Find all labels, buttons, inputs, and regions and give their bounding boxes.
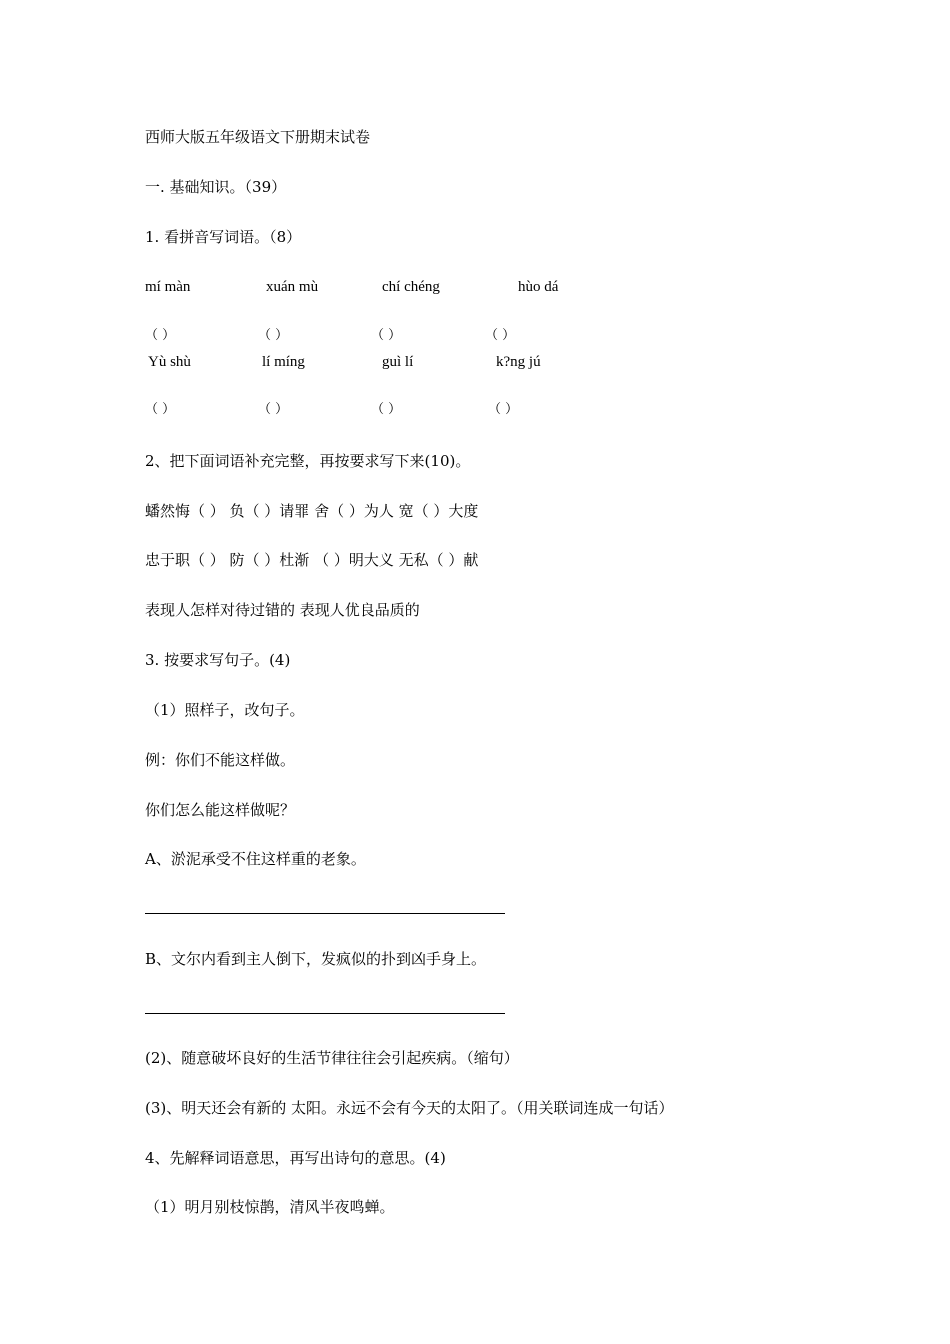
answer-blank[interactable]: （ ） (371, 328, 402, 343)
answer-line[interactable] (145, 1013, 505, 1014)
question-1-heading: 1. 看拼音写词语。（8） (145, 228, 302, 246)
answer-blank[interactable]: （ ） (258, 402, 289, 417)
pinyin-item: xuán mù (266, 279, 319, 295)
answer-blank[interactable]: （ ） (258, 328, 289, 343)
answer-line[interactable] (145, 913, 505, 914)
pinyin-item: chí chéng (382, 279, 440, 295)
pinyin-item: guì lí (382, 354, 414, 370)
pinyin-item: k?ng jú (496, 354, 541, 370)
question-3-sub-1: （1）照样子，改句子。 (145, 701, 305, 719)
sentence-b: B、文尔内看到主人倒下，发疯似的扑到凶手身上。 (145, 950, 487, 968)
question-2-heading: 2、把下面词语补充完整，再按要求写下来(10)。 (145, 452, 471, 470)
answer-blank[interactable]: （ ） (371, 402, 402, 417)
pinyin-item: mí màn (145, 279, 191, 295)
pinyin-item: Yù shù (148, 354, 191, 370)
question-3-sub-2: (2)、随意破坏良好的生活节律往往会引起疾病。（缩句） (145, 1049, 519, 1067)
question-4-heading: 4、先解释词语意思，再写出诗句的意思。(4) (145, 1149, 446, 1167)
pinyin-item: hùo dá (518, 279, 559, 295)
idiom-fill-line: 忠于职（ ） 防（ ）杜渐 （ ）明大义 无私（ ）献 (145, 551, 479, 569)
question-3-sub-3: (3)、明天还会有新的 太阳。永远不会有今天的太阳了。（用关联词连成一句话） (145, 1099, 674, 1117)
answer-blank[interactable]: （ ） (488, 402, 519, 417)
section-heading-basics: 一. 基础知识。（39） (145, 178, 287, 196)
example-sentence: 例：你们不能这样做。 (145, 751, 296, 769)
pinyin-item: lí míng (262, 354, 305, 370)
page-title: 西师大版五年级语文下册期末试卷 (145, 128, 371, 146)
idiom-category-line: 表现人怎样对待过错的 表现人优良品质的 (145, 601, 420, 619)
idiom-fill-line: 蟠然悔（ ） 负（ ）请罪 舍（ ）为人 宽（ ）大度 (145, 502, 479, 520)
answer-blank[interactable]: （ ） (145, 402, 176, 417)
question-3-heading: 3. 按要求写句子。(4) (145, 651, 291, 669)
sentence-a: A、淤泥承受不住这样重的老象。 (145, 850, 366, 868)
answer-blank[interactable]: （ ） (485, 328, 516, 343)
answer-blank[interactable]: （ ） (145, 328, 176, 343)
question-4-sub-1: （1）明月别枝惊鹊，清风半夜鸣蝉。 (145, 1198, 395, 1216)
example-answer: 你们怎么能这样做呢？ (145, 801, 296, 819)
